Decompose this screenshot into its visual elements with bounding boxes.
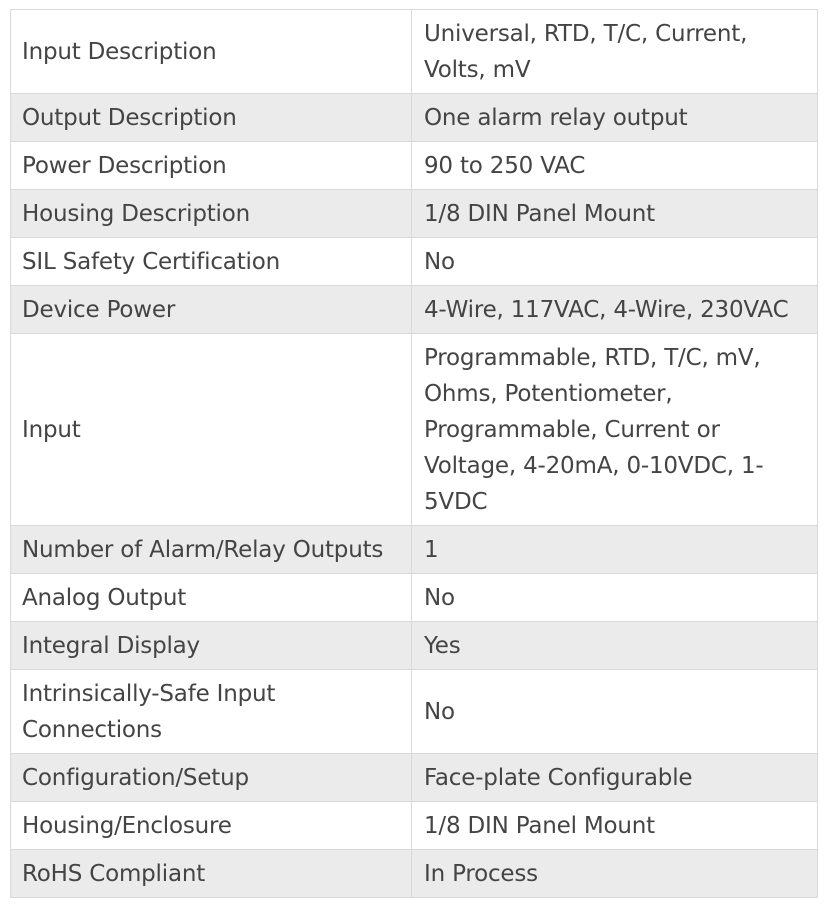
spec-value: No (412, 238, 818, 286)
spec-label: Input (11, 334, 412, 526)
spec-label: Device Power (11, 286, 412, 334)
spec-value: In Process (412, 850, 818, 898)
spec-label: Integral Display (11, 622, 412, 670)
spec-value: Universal, RTD, T/C, Current, Volts, mV (412, 10, 818, 94)
spec-label: Power Description (11, 142, 412, 190)
spec-value: Face-plate Configurable (412, 754, 818, 802)
spec-value: 4-Wire, 117VAC, 4-Wire, 230VAC (412, 286, 818, 334)
spec-value: No (412, 670, 818, 754)
spec-label: Input Description (11, 10, 412, 94)
table-row (11, 622, 818, 670)
spec-value: No (412, 574, 818, 622)
table-row (11, 286, 818, 334)
table-row (11, 754, 818, 802)
table-row (11, 94, 818, 142)
spec-label: Analog Output (11, 574, 412, 622)
spec-value: Yes (412, 622, 818, 670)
spec-label: Output Description (11, 94, 412, 142)
spec-label: Intrinsically-Safe Input Connections (11, 670, 412, 754)
table-row (11, 526, 818, 574)
spec-value: 1/8 DIN Panel Mount (412, 190, 818, 238)
spec-label: SIL Safety Certification (11, 238, 412, 286)
table-row (11, 10, 818, 94)
spec-label: RoHS Compliant (11, 850, 412, 898)
spec-value: 1/8 DIN Panel Mount (412, 802, 818, 850)
table-row (11, 238, 818, 286)
table-row (11, 670, 818, 754)
table-row (11, 142, 818, 190)
spec-label: Configuration/Setup (11, 754, 412, 802)
table-row (11, 334, 818, 526)
table-row (11, 802, 818, 850)
spec-label: Housing Description (11, 190, 412, 238)
table-row (11, 850, 818, 898)
spec-value: Programmable, RTD, T/C, mV, Ohms, Potentiometer, Programmable, Current or Voltage, 4-20mA, 0-10VDC, 1-5VDC (412, 334, 818, 526)
table-row (11, 190, 818, 238)
spec-label: Number of Alarm/Relay Outputs (11, 526, 412, 574)
spec-value: 90 to 250 VAC (412, 142, 818, 190)
specifications-table (10, 9, 818, 898)
spec-label: Housing/Enclosure (11, 802, 412, 850)
spec-value: 1 (412, 526, 818, 574)
spec-value: One alarm relay output (412, 94, 818, 142)
table-row (11, 574, 818, 622)
